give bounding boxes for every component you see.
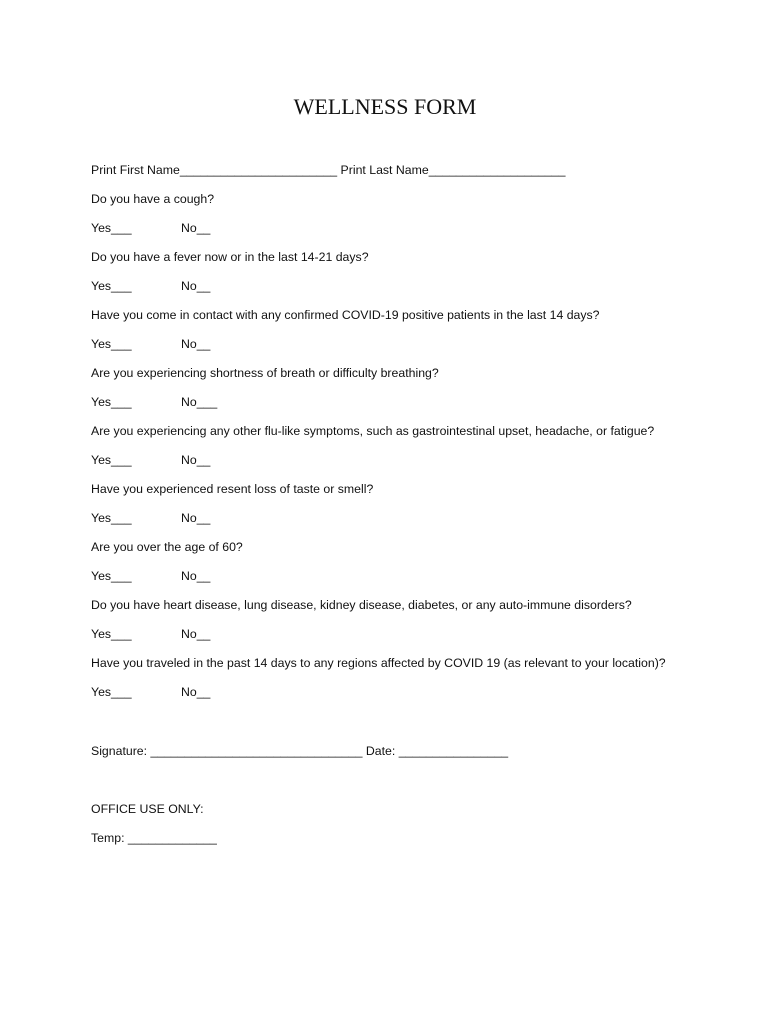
temp-line[interactable]: Temp: _____________: [91, 831, 217, 845]
no-option[interactable]: No__: [181, 511, 211, 525]
question-age: Are you over the age of 60?: [91, 540, 243, 554]
no-option[interactable]: No__: [181, 685, 211, 699]
yes-option[interactable]: Yes___: [91, 627, 132, 641]
yes-option[interactable]: Yes___: [91, 511, 132, 525]
question-contact: Have you come in contact with any confirmed COVID-19 positive patients in the last 14 days?: [91, 308, 600, 322]
yes-option[interactable]: Yes___: [91, 569, 132, 583]
yes-option[interactable]: Yes___: [91, 685, 132, 699]
no-option[interactable]: No__: [181, 337, 211, 351]
no-option[interactable]: No__: [181, 279, 211, 293]
form-title: WELLNESS FORM: [293, 94, 477, 119]
question-flu-symptoms: Are you experiencing any other flu-like symptoms, such as gastrointestinal upset, headache, or fatigue?: [91, 424, 655, 438]
yes-option[interactable]: Yes___: [91, 221, 132, 235]
question-travel: Have you traveled in the past 14 days to any regions affected by COVID 19 (as relevant to your location)?: [91, 656, 666, 670]
question-taste-smell: Have you experienced resent loss of taste or smell?: [91, 482, 374, 496]
question-breathing: Are you experiencing shortness of breath or difficulty breathing?: [91, 366, 439, 380]
question-fever: Do you have a fever now or in the last 14-21 days?: [91, 250, 369, 264]
no-option[interactable]: No__: [181, 453, 211, 467]
no-option[interactable]: No__: [181, 221, 211, 235]
yes-option[interactable]: Yes___: [91, 279, 132, 293]
yes-option[interactable]: Yes___: [91, 337, 132, 351]
question-conditions: Do you have heart disease, lung disease, kidney disease, diabetes, or any auto-immune disorders?: [91, 598, 632, 612]
yes-option[interactable]: Yes___: [91, 395, 132, 409]
yes-option[interactable]: Yes___: [91, 453, 132, 467]
signature-line[interactable]: Signature: _______________________________ Date: ________________: [91, 744, 509, 758]
no-option[interactable]: No__: [181, 569, 211, 583]
no-option[interactable]: No___: [181, 395, 218, 409]
name-line[interactable]: Print First Name_______________________ Print Last Name____________________: [91, 163, 566, 177]
no-option[interactable]: No__: [181, 627, 211, 641]
question-cough: Do you have a cough?: [91, 192, 215, 206]
office-use-heading: OFFICE USE ONLY:: [91, 802, 204, 816]
